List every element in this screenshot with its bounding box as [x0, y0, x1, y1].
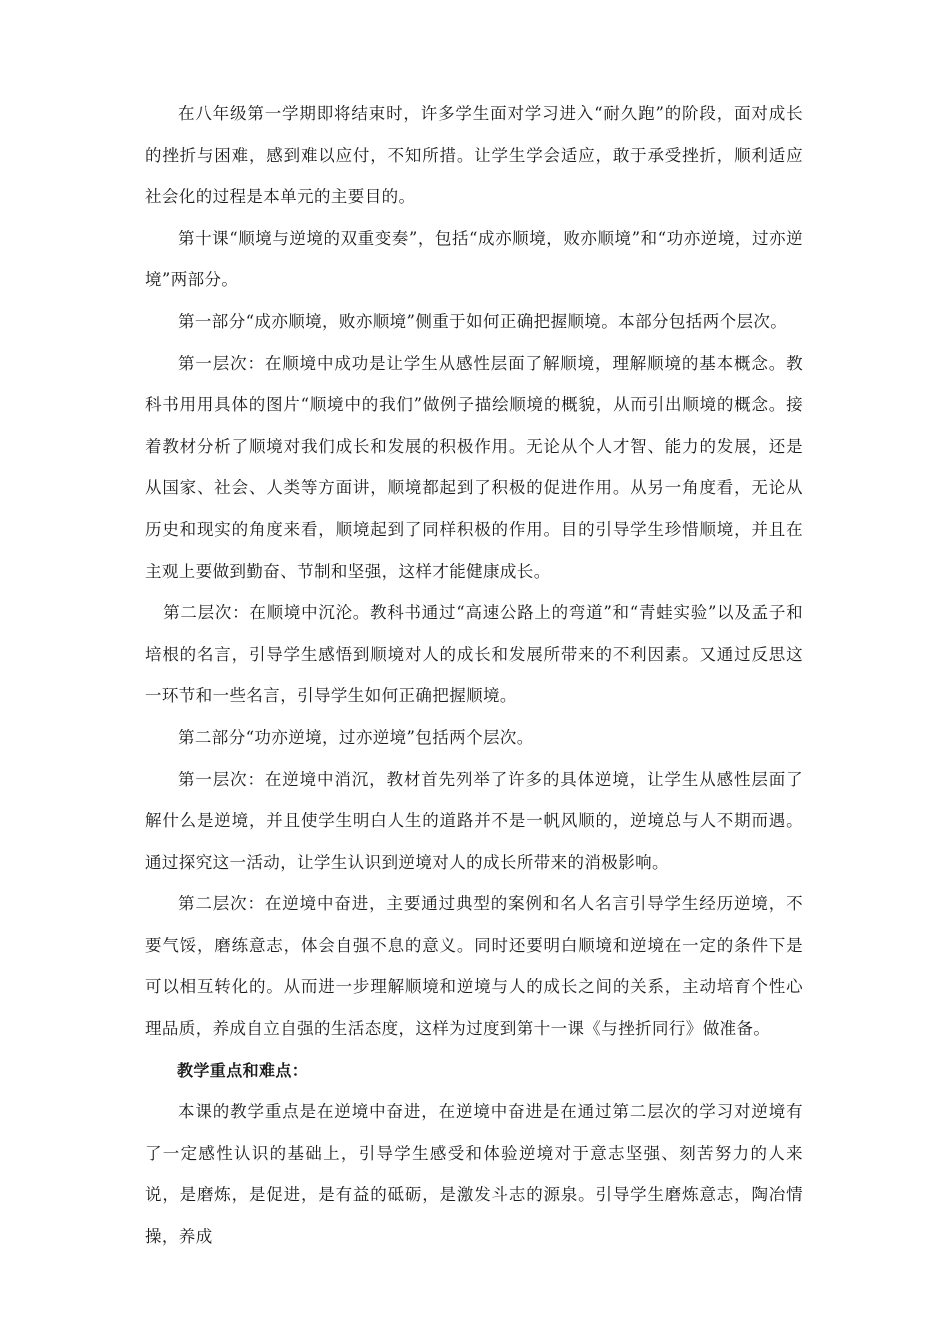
paragraph-part-two: 第二部分“功亦逆境，过亦逆境”包括两个层次。 — [178, 727, 534, 747]
paragraph-intro: 在八年级第一学期即将结束时，许多学生面对学习进入“耐久跑”的阶段，面对成长的挫折与困难，感到难以应付，不知所措。让学生学会适应，敢于承受挫折，顺利适应社会化的过程是本单元的主要目的。 — [145, 104, 803, 207]
paragraph-key-points: 本课的教学重点是在逆境中奋进，在逆境中奋进是在通过第二层次的学习对逆境有了一定感性认识的基础上，引导学生感受和体验逆境对于意志坚强、刻苦努力的人来说，是磨炼，是促进，是有益的砥砺，是激发斗志的源泉。引导学生磨炼意志，陶冶情操，养成 — [145, 1102, 803, 1247]
paragraph-part-two-level-one: 第一层次：在逆境中消沉，教材首先列举了许多的具体逆境，让学生从感性层面了解什么是逆境，并且使学生明白人生的道路并不是一帆风顺的，逆境总与人不期而遇。通过探究这一活动，让学生认识到逆境对人的成长所带来的消极影响。 — [145, 769, 803, 872]
paragraph-part-one-level-two: 第二层次：在顺境中沉沦。教科书通过“高速公路上的弯道”和“青蛙实验”以及孟子和培根的名言，引导学生感悟到顺境对人的成长和发展所带来的不利因素。又通过反思这一环节和一些名言，引导学生如何正确把握顺境。 — [145, 603, 803, 706]
document-body — [145, 93, 803, 1258]
section-heading-key-points: 教学重点和难点： — [177, 1060, 309, 1080]
paragraph-part-two-level-two: 第二层次：在逆境中奋进，主要通过典型的案例和名人名言引导学生经历逆境，不要气馁，磨练意志，体会自强不息的意义。同时还要明白顺境和逆境在一定的条件下是可以相互转化的。从而进一步理解顺境和逆境与人的成长之间的关系，主动培育个性心理品质，养成自立自强的生活态度，这样为过度到第十一课《与挫折同行》做准备。 — [145, 894, 803, 1039]
paragraph-part-one-level-one: 第一层次：在顺境中成功是让学生从感性层面了解顺境，理解顺境的基本概念。教科书用用具体的图片“顺境中的我们”做例子描绘顺境的概貌，从而引出顺境的概念。接着教材分析了顺境对我们成长和发展的积极作用。无论从个人才智、能力的发展，还是从国家、社会、人类等方面讲，顺境都起到了积极的促进作用。从另一角度看，无论从历史和现实的角度来看，顺境起到了同样积极的作用。目的引导学生珍惜顺境，并且在主观上要做到勤奋、节制和坚强，这样才能健康成长。 — [145, 353, 803, 581]
paragraph-lesson-ten: 第十课“顺境与逆境的双重变奏”，包括“成亦顺境，败亦顺境”和“功亦逆境，过亦逆境”两部分。 — [145, 228, 803, 290]
paragraph-part-one: 第一部分“成亦顺境，败亦顺境”侧重于如何正确把握顺境。本部分包括两个层次。 — [178, 311, 788, 331]
